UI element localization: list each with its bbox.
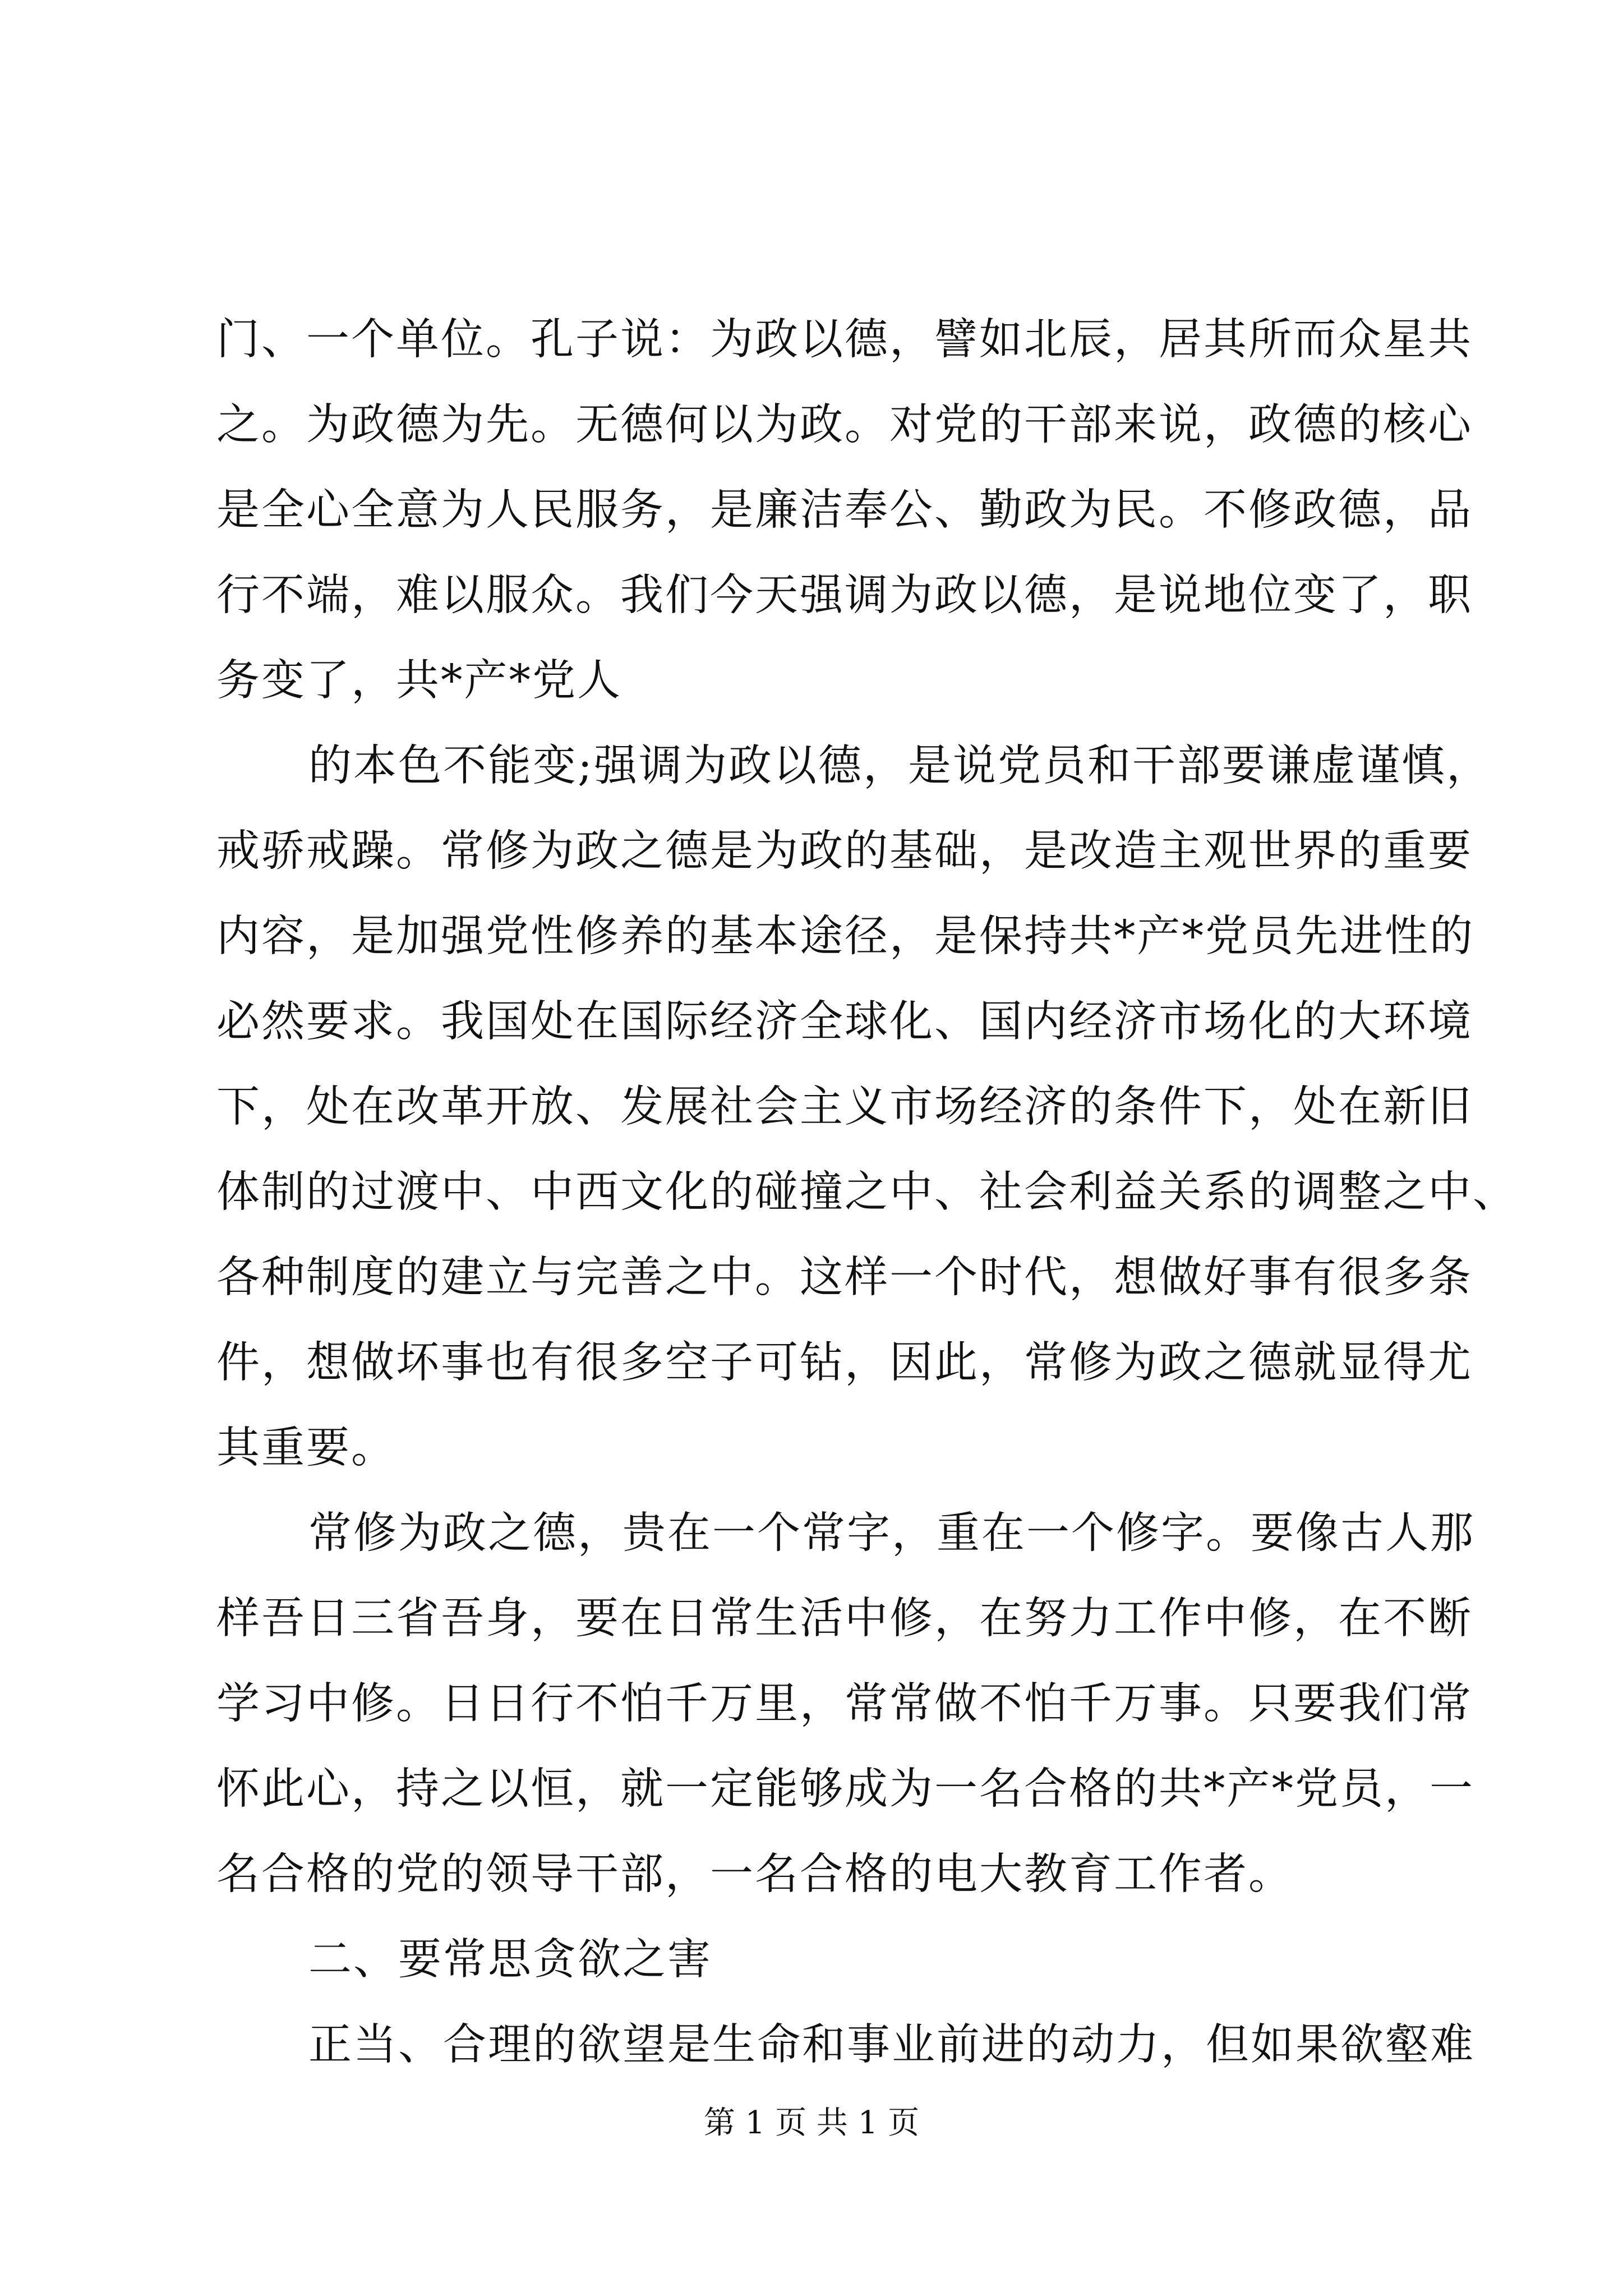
text-line: 行不端，难以服众。我们今天强调为政以德，是说地位变了，职 (216, 570, 1473, 620)
paragraph-first-line: 正当、合理的欲望是生命和事业前进的动力，但如果欲壑难 (308, 2020, 1475, 2070)
text-line: 其重要。 (216, 1423, 396, 1473)
paragraph-first-line: 的本色不能变;强调为政以德，是说党员和干部要谦虚谨慎， (308, 741, 1491, 791)
text-line: 务变了，共*产*党人 (216, 656, 622, 706)
text-line: 门、一个单位。孔子说：为政以德，譬如北辰，居其所而众星共 (216, 315, 1473, 365)
text-line: 下，处在改革开放、发展社会主义市场经济的条件下，处在新旧 (216, 1082, 1473, 1132)
text-line: 戒骄戒躁。常修为政之德是为政的基础，是改造主观世界的重要 (216, 826, 1473, 876)
text-line: 怀此心，持之以恒，就一定能够成为一名合格的共*产*党员，一 (216, 1764, 1474, 1814)
text-line: 必然要求。我国处在国际经济全球化、国内经济市场化的大环境 (216, 997, 1473, 1047)
text-line: 是全心全意为人民服务，是廉洁奉公、勤政为民。不修政德，品 (216, 485, 1473, 535)
text-line: 内容，是加强党性修养的基本途径，是保持共*产*党员先进性的 (216, 912, 1474, 961)
text-line: 样吾日三省吾身，要在日常生活中修，在努力工作中修，在不断 (216, 1594, 1473, 1644)
page-footer: 第 1 页 共 1 页 (703, 2105, 920, 2141)
text-line: 体制的过渡中、中西文化的碰撞之中、社会利益关系的调整之中、 (216, 1167, 1518, 1217)
document-body (216, 297, 1518, 2088)
paragraph-first-line: 常修为政之德，贵在一个常字，重在一个修字。要像古人那 (308, 1508, 1475, 1558)
section-heading: 二、要常思贪欲之害 (308, 1935, 712, 1985)
text-line: 件，想做坏事也有很多空子可钻，因此，常修为政之德就显得尤 (216, 1338, 1473, 1388)
text-line: 各种制度的建立与完善之中。这样一个时代，想做好事有很多条 (216, 1253, 1473, 1303)
text-line: 学习中修。日日行不怕千万里，常常做不怕千万事。只要我们常 (216, 1679, 1473, 1729)
text-line: 名合格的党的领导干部，一名合格的电大教育工作者。 (216, 1849, 1293, 1899)
text-line: 之。为政德为先。无德何以为政。对党的干部来说，政德的核心 (216, 400, 1473, 450)
